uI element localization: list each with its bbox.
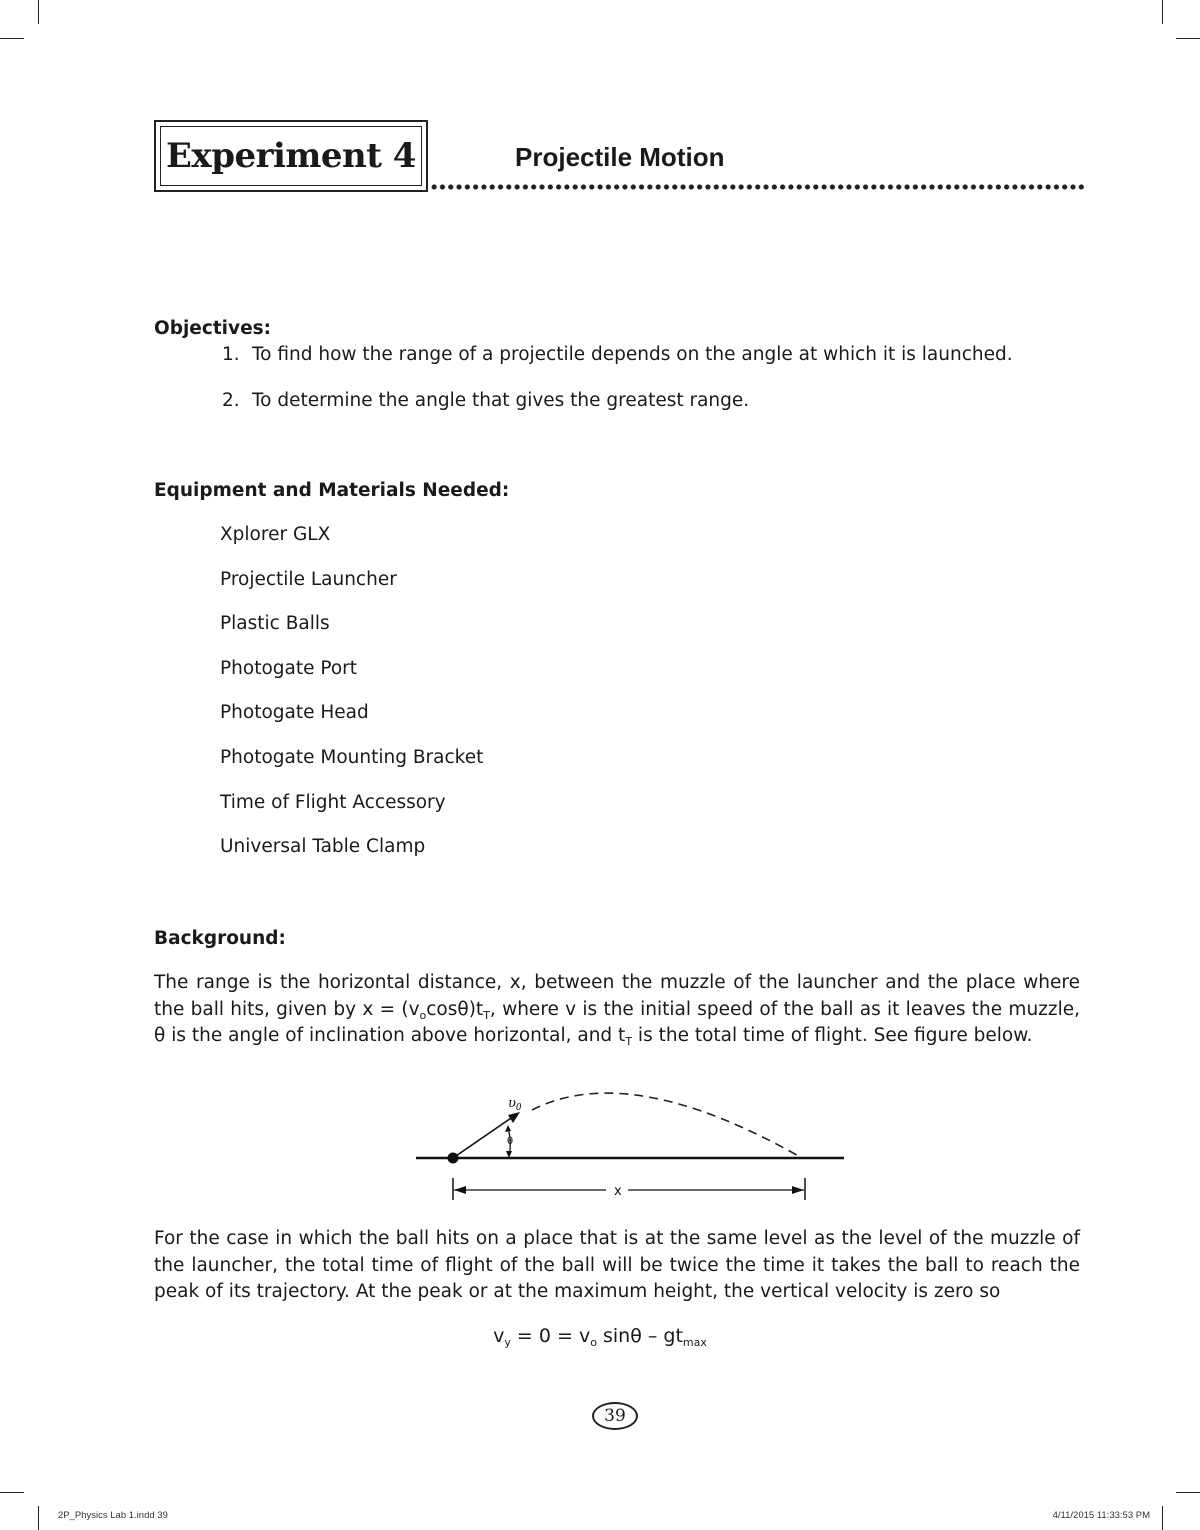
equipment-item: Xplorer GLX (220, 524, 331, 545)
velocity-vector (453, 1116, 514, 1158)
objectives-heading: Objectives: (154, 318, 272, 339)
crop-mark (38, 1506, 39, 1530)
equipment-item: Photogate Mounting Bracket (220, 747, 484, 768)
crop-mark (1162, 0, 1163, 24)
equipment-item: Plastic Balls (220, 613, 330, 634)
crop-mark (1176, 1492, 1200, 1493)
angle-label: θ (507, 1136, 514, 1147)
crop-mark (0, 1492, 24, 1493)
dotted-rule (430, 182, 1084, 192)
equipment-item: Projectile Launcher (220, 569, 397, 590)
print-timestamp: 4/11/2015 11:33:53 PM (1052, 1510, 1150, 1521)
range-arrowhead-right (792, 1186, 804, 1194)
background-paragraph-1: The range is the horizontal distance, x, between the muzzle of the launcher and the place where the ball hits, given by $x = (v_o\cos\theta)t_T$, where v is the initial speed of the ball as it leaves the muzzle, θ is the angle of inclination above horizontal, and $t_T$ is the total time of flight. See figure below. (154, 972, 1080, 1048)
objective-text: To find how the range of a projectile depends on the angle at which it is launched. (252, 344, 1013, 365)
background-paragraph-2: For the case in which the ball hits on a place that is at the same level as the level of the muzzle of the launcher, the total time of flight of the ball will be twice the time it takes the ball to reach the peak of its trajectory. At the peak or at the maximum height, the vertical velocity is zero so (154, 1228, 1080, 1302)
angle-arrowhead-top (505, 1125, 511, 1132)
page-title: Projectile Motion (515, 142, 725, 172)
trajectory-curve (532, 1093, 802, 1158)
objective-number: 1. (222, 344, 240, 365)
file-slug: 2P_Physics Lab 1.indd 39 (58, 1510, 168, 1521)
crop-mark (0, 38, 24, 39)
objective-number: 2. (222, 390, 240, 411)
equipment-item: Universal Table Clamp (220, 836, 426, 857)
crop-mark (1176, 38, 1200, 39)
vertical-velocity-equation: $v_y = 0 = v_o$ sinθ – $gt_{max}$ (493, 1325, 707, 1349)
trajectory-figure (410, 1080, 850, 1210)
crop-mark (1162, 1506, 1163, 1530)
equipment-item: Time of Flight Accessory (220, 792, 446, 813)
experiment-label-box (154, 120, 428, 192)
experiment-label: Experiment 4 (166, 136, 416, 176)
objective-text: To determine the angle that gives the greatest range. (252, 390, 750, 411)
equipment-item: Photogate Head (220, 702, 369, 723)
range-label: x (614, 1184, 622, 1199)
objective-item (222, 388, 749, 414)
range-arrowhead-left (454, 1186, 466, 1194)
velocity-arrowhead (508, 1112, 520, 1123)
crop-mark (38, 0, 39, 24)
background-heading: Background: (154, 928, 286, 949)
objective-item (222, 342, 1013, 368)
equipment-heading: Equipment and Materials Needed: (154, 480, 510, 501)
velocity-label: $\upsilon_0$ (508, 1096, 522, 1113)
equipment-item: Photogate Port (220, 658, 358, 679)
page-number: 39 (592, 1402, 638, 1430)
launch-point (448, 1153, 459, 1164)
